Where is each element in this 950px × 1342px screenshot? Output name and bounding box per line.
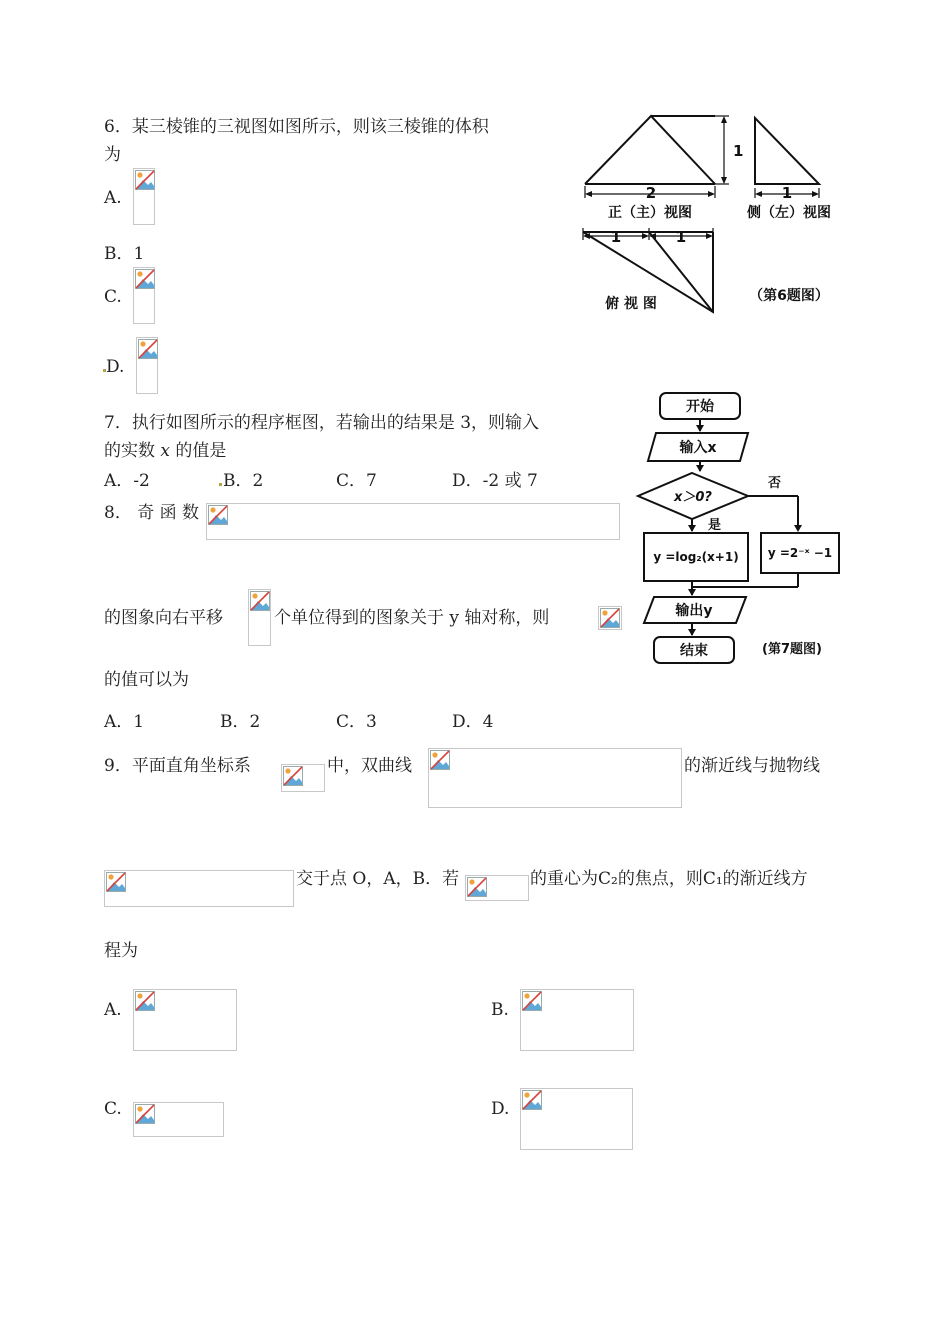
broken-image-icon	[522, 991, 542, 1011]
q9-option-d-label: D.	[491, 1099, 510, 1119]
q7-flowchart-caption: (第7题图)	[762, 642, 822, 657]
broken-image-icon	[250, 591, 270, 611]
q7-option-b-dot	[219, 483, 222, 486]
broken-image-icon	[600, 608, 620, 628]
q7-option-a: A．-2	[104, 471, 150, 491]
broken-image-icon	[135, 170, 155, 190]
broken-image-icon	[135, 1104, 155, 1124]
q9-stem-line1-b: 中，双曲线	[327, 756, 412, 776]
q6-dim-top-right: 1	[675, 228, 687, 246]
broken-image-icon	[106, 872, 126, 892]
q6-option-b: B．1	[104, 244, 145, 264]
q6-option-d-formula-image	[136, 337, 158, 394]
q9-stem-line2-a: 交于点 O，A，B．若	[296, 869, 460, 889]
q7-option-b: B．2	[223, 471, 264, 491]
broken-image-icon	[135, 991, 155, 1011]
q9-option-a-formula-image	[133, 989, 237, 1051]
q6-dim-top-left: 1	[610, 228, 622, 246]
q6-label-front-view: 正（主）视图	[608, 205, 692, 221]
q9-coordinate-system-image	[281, 764, 325, 792]
q6-option-a-formula-image	[133, 168, 155, 225]
q8-option-a: A．1	[104, 712, 145, 732]
broken-image-icon	[467, 877, 487, 897]
q7-flowchart-figure	[630, 385, 850, 670]
q9-triangle-image	[465, 875, 529, 901]
q6-dim-side-width: 1	[781, 184, 793, 202]
q9-parabola-formula-image	[104, 870, 294, 907]
q7-flow-no-branch-text: y =2⁻ˣ −1	[767, 546, 833, 560]
q7-stem-line2-pre: 的实数	[104, 441, 161, 461]
q6-stem-line1: 6．某三棱锥的三视图如图所示，则该三棱锥的体积	[104, 117, 489, 137]
q6-front-view-shape	[585, 116, 715, 184]
q6-side-view-shape	[755, 118, 819, 184]
broken-image-icon	[430, 750, 450, 770]
broken-image-icon	[208, 505, 228, 525]
q7-flow-yes-branch-text: y =log₂(x+1)	[653, 550, 739, 564]
q7-option-c: C．7	[336, 471, 377, 491]
q7-stem-line2-post: 的值是	[170, 441, 227, 461]
q6-figure-caption: （第6题图）	[749, 288, 829, 304]
q6-dim-front-width: 2	[645, 184, 657, 202]
q8-parameter-image	[598, 606, 622, 630]
q9-stem-line1-a: 9．平面直角坐标系	[104, 756, 251, 776]
q8-function-formula-image	[206, 503, 620, 540]
q7-flow-input-text: 输入x	[679, 440, 717, 456]
q6-option-c-label: C.	[104, 287, 122, 307]
q9-option-d-formula-image	[520, 1088, 633, 1150]
q7-stem-line1: 7．执行如图所示的程序框图，若输出的结果是 3，则输入	[104, 413, 540, 433]
q9-option-b-formula-image	[520, 989, 634, 1051]
q7-flow-yes-label: 是	[708, 518, 722, 533]
q8-option-d: D．4	[452, 712, 494, 732]
broken-image-icon	[135, 269, 155, 289]
q8-stem-line3: 的值可以为	[104, 670, 189, 690]
q8-shift-amount-image	[248, 589, 271, 646]
q6-stem-line2: 为	[104, 145, 121, 165]
q6-option-a-label: A.	[104, 188, 122, 208]
broken-image-icon	[138, 339, 158, 359]
q7-flow-condition-text: x＞0?	[674, 490, 712, 505]
q8-option-b: B．2	[220, 712, 261, 732]
q9-stem-line3: 程为	[104, 941, 138, 961]
q7-flow-start-text: 开始	[686, 399, 714, 415]
q6-label-top-view: 俯 视 图	[605, 296, 657, 312]
broken-image-icon	[283, 766, 303, 786]
q7-option-d: D．-2 或 7	[452, 471, 538, 491]
q6-dim-height: 1	[733, 142, 744, 160]
q9-option-c-label: C.	[104, 1099, 122, 1119]
q9-option-a-label: A.	[104, 1000, 122, 1020]
q9-hyperbola-formula-image	[428, 748, 682, 808]
q7-stem-variable: x	[160, 441, 170, 461]
q8-stem-line1: 8． 奇 函 数	[104, 503, 200, 523]
q7-flow-end-text: 结束	[680, 643, 708, 659]
q7-flow-no-label: 否	[768, 476, 782, 491]
q6-label-side-view: 侧（左）视图	[747, 205, 831, 221]
q6-option-c-formula-image	[133, 267, 155, 324]
q8-option-c: C．3	[336, 712, 377, 732]
q6-option-d-label: D.	[106, 357, 125, 377]
q8-stem-line2-a: 的图象向右平移	[104, 608, 223, 628]
q9-stem-line1-c: 的渐近线与抛物线	[684, 756, 820, 776]
broken-image-icon	[522, 1090, 542, 1110]
q9-option-c-formula-image	[133, 1102, 224, 1137]
q8-stem-line2-b: 个单位得到的图象关于 y 轴对称，则	[274, 608, 550, 628]
q9-option-b-label: B.	[491, 1000, 509, 1020]
q7-flow-output-text: 输出y	[675, 603, 713, 619]
q7-stem-line2	[104, 440, 226, 462]
q6-three-view-figure	[575, 100, 855, 330]
q9-stem-line2-b: 的重心为C₂的焦点，则C₁的渐近线方	[530, 869, 808, 889]
